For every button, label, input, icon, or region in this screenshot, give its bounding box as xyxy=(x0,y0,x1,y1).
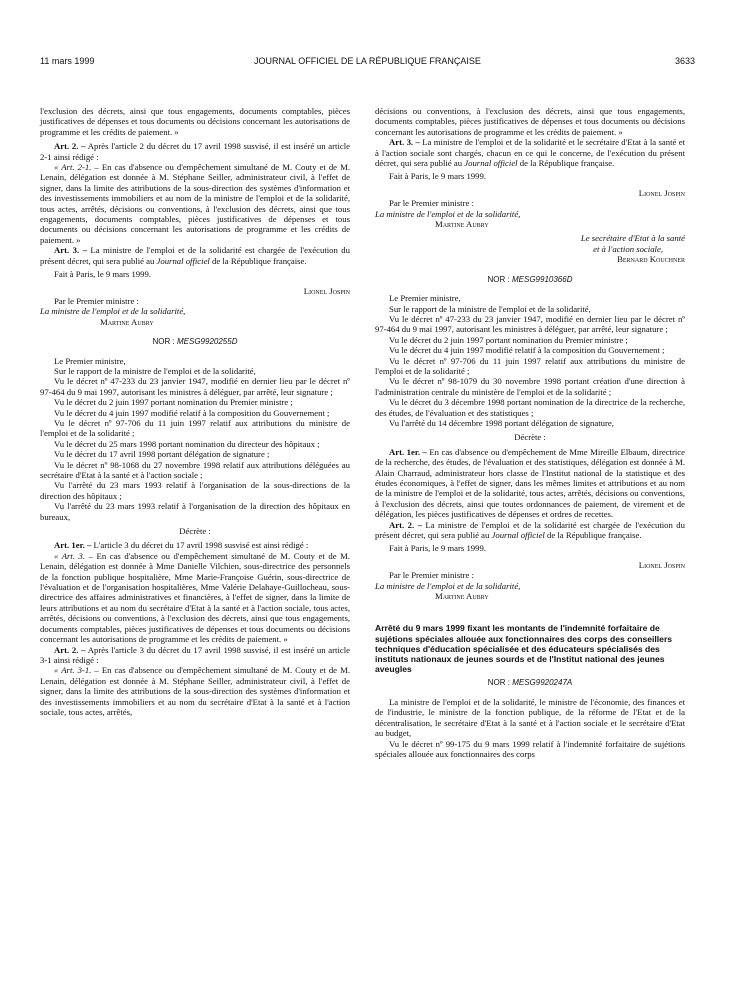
nor-reference xyxy=(375,678,685,688)
article-label: Art. 2. – xyxy=(389,519,422,530)
article-3-1 xyxy=(40,665,350,717)
page-header xyxy=(40,56,695,70)
par-premier-ministre: Par le Premier ministre : xyxy=(389,570,474,581)
article-label: Art. 2. – xyxy=(54,141,86,152)
signatory-name: Lionel Jospin xyxy=(638,187,685,198)
nor-reference xyxy=(40,337,350,347)
minister-name: Martine Aubry xyxy=(435,219,489,230)
article-3 xyxy=(375,137,685,168)
article-2 xyxy=(375,520,685,541)
article-1 xyxy=(375,447,685,520)
signatory-name: Lionel Jospin xyxy=(303,285,350,296)
visa: Vu le décret nº 98-1068 du 27 novembre 1998 relatif aux attributions déléguées au secrétaire d'Etat à la santé et à l'action sociale ; xyxy=(40,459,350,480)
article-1 xyxy=(40,540,350,550)
decrete: Décrète : xyxy=(179,526,211,537)
visa: Vu le décret du 4 juin 1997 modifié relatif à la composition du Gouvernement ; xyxy=(54,407,330,418)
visa: Vu le décret du 4 juin 1997 modifié relatif à la composition du Gouvernement ; xyxy=(389,345,665,356)
visa: Vu le décret nº 47-233 du 23 janvier 1947, modifié en dernier lieu par le décret nº 97-464 du 9 mai 1997, autorisant les ministres à déléguer, par arrêté, leur signature ; xyxy=(40,376,350,397)
signatory-name: Lionel Jospin xyxy=(638,559,685,570)
article-label: « Art. 3-1. – xyxy=(54,665,99,676)
article-text: La ministre de l'emploi et de la solidarité et le secrétaire d'Etat à la santé et à l'action sociale sont chargés, chacun en ce qui le concerne, de l'exécution du présent décret, qui sera publié au xyxy=(375,137,686,169)
article-text: En cas d'absence ou d'empêchement de Mme Mireille Elbaum, directrice de la recherche, des études, de l'évaluation et des statistiques, délégation est donnée à M. Alain Charraud, administrateur hors classe de l'Institut national de la statistique et des études économiques, à l'effet de signer, dans les mêmes limites et attributions et au nom de la ministre de l'emploi et de la solidarité, tous actes, arrêtés, décisions ou conventions, à l'exclusion des décrets, ainsi que toutes ordonnances de paiement, de virement et de délégation, les pièces justificatives de dépenses et ordres de recettes. xyxy=(375,446,685,520)
article-label: Art. 1er. – xyxy=(389,446,427,457)
visa: Vu le décret du 25 mars 1998 portant nomination du directeur des hôpitaux ; xyxy=(54,438,320,449)
article-3 xyxy=(40,245,350,266)
article-text: La ministre de l'emploi et de la solidarité est chargée de l'exécution du présent décret, qui sera publié au xyxy=(40,245,350,266)
visa: Vu le décret nº 97-706 du 11 juin 1997 relatif aux attributions du ministre de l'emploi et de la solidarité ; xyxy=(375,355,685,376)
visa: Vu le décret du 17 avril 1998 portant délégation de signature ; xyxy=(54,449,270,460)
article-2 xyxy=(40,141,350,162)
article-text: En cas d'absence ou d'empêchement simultané de M. Couty et de M. Lenain, délégation est donnée à M. Stéphane Seiller, administrateur civil, à l'effet de signer, dans la limite des attributions de la sous-direction des systèmes d'information et des investissements immobiliers et au nom du secrétaire d'Etat à la santé et à l'action sociale, tous actes, arrêtés, xyxy=(40,665,350,717)
article-text: Après l'article 3 du décret du 17 avril 1998 susvisé, il est inséré un article 3-1 ainsi rédigé : xyxy=(40,644,351,665)
visa: Vu l'arrêté du 14 décembre 1998 portant délégation de signature, xyxy=(389,417,614,428)
journal-ref: Journal officiel xyxy=(156,255,210,266)
nor-label: NOR : xyxy=(152,337,177,347)
article-label: Art. 1er. – xyxy=(54,540,92,551)
journal-ref: Journal officiel xyxy=(464,158,518,169)
fait-a-paris: Fait à Paris, le 9 mars 1999. xyxy=(389,543,486,554)
article-label: Art. 2. – xyxy=(54,644,86,655)
article-label: Art. 3. – xyxy=(54,245,87,256)
issue-date: 11 mars 1999 xyxy=(40,56,95,66)
visa: Vu le décret nº 98-1079 du 30 novembre 1998 portant création d'une direction à l'administration centrale du ministère de l'emploi et de la solidarité ; xyxy=(375,376,685,397)
minister-name: Martine Aubry xyxy=(100,316,154,327)
visa: Vu l'arrêté du 23 mars 1993 relatif à l'organisation de la sous-directions de la direction des hôpitaux ; xyxy=(40,480,350,501)
left-column xyxy=(40,106,350,717)
minister-title: La ministre de l'emploi et de la solidarité, xyxy=(375,208,521,219)
article-text: de la République française. xyxy=(209,255,307,266)
article-label: Art. 3. – xyxy=(389,137,420,148)
minister-title: La ministre de l'emploi et de la solidarité, xyxy=(40,306,186,317)
article-text: En cas d'absence ou d'empêchement simultané de M. Couty et de M. Lenain, délégation est donnée à Mme Danielle Vilchien, sous-directrice des personnels de la fonction publique hospitalière, Mme Marie-Françoise Guérin, sous-directrice de l'évaluation et de l'organisation hospitalières, Mme Valérie Delahaye-Guillocheau, sous-directrice des affaires administratives et financières, à l'effet de signer, dans la limite de leurs attributions et au nom du secrétaire d'Etat à la santé et à l'action sociale, tous actes, arrêtés, décisions ou conventions, à l'exclusion des décrets, ainsi que tous engagements, documents comptables, pièces justificatives de dépenses et tous documents ou décisions concernant les autorisations de programme et les crédits de paiement. » xyxy=(40,550,350,645)
article-text: En cas d'absence ou d'empêchement simultané de M. Couty et de M. Lenain, délégation est donnée à M. Stéphane Seiller, administrateur civil, à l'effet de signer, dans la limite des attributions de la sous-direction des systèmes d'information et des investissements immobiliers et au nom de la ministre de l'emploi et de la solidarité, tous actes, arrêtés, décisions ou conventions, à l'exclusion des décrets, ainsi que tous engagements, documents comptables, pièces justificatives de dépenses et tous documents ou décisions concernant les autorisations de programme et les crédits de paiement. » xyxy=(40,162,350,245)
nor-code: MESG9910366D xyxy=(511,274,573,284)
nor-code: MESG9920247A xyxy=(512,678,573,688)
nor-code: MESG9920255D xyxy=(176,337,238,347)
visa: Vu le décret nº 97-706 du 11 juin 1997 relatif aux attributions du ministre de l'emploi et de la solidarité ; xyxy=(40,417,350,439)
page-number: 3633 xyxy=(674,56,695,66)
fait-a-paris: Fait à Paris, le 9 mars 1999. xyxy=(389,171,486,182)
fait-a-paris: Fait à Paris, le 9 mars 1999. xyxy=(54,269,151,280)
paragraph: l'exclusion des décrets, ainsi que tous engagements, documents comptables, pièces justificatives de dépenses et tous documents ou décisions concernant les autorisations de programme et les crédits de paiement. » xyxy=(40,106,350,137)
arrete-title: Arrêté du 9 mars 1999 fixant les montants de l'indemnité forfaitaire de sujétions spéciales allouée aux fonctionnaires des corps des conseillers techniques d'éducation spécialisée et des éducateurs spécialisés des instituts nationaux de jeunes sourds et de l'Institut national des jeunes aveugles xyxy=(375,623,673,675)
visa: Sur le rapport de la ministre de l'emploi et de la solidarité, xyxy=(54,365,256,376)
article-text: Après l'article 2 du décret du 17 avril 1998 susvisé, il est inséré un article 2-1 ainsi rédigé : xyxy=(40,141,351,162)
visa: Sur le rapport de la ministre de l'emploi et de la solidarité, xyxy=(389,303,591,314)
secretary-name: Bernard Kouchner xyxy=(617,254,685,265)
secretary-title-2: et à l'action sociale, xyxy=(593,243,663,254)
visa: Vu l'arrêté du 23 mars 1993 relatif à l'organisation de la direction des hôpitaux en bureaux, xyxy=(40,501,350,522)
paragraph: La ministre de l'emploi et de la solidarité, le ministre de l'économie, des finances et de l'industrie, le ministre de la fonction publique, de la réforme de l'Etat et de la décentralisation, le secrétaire d'Etat à la santé et à l'action sociale et le secrétaire d'Etat au budget, xyxy=(375,696,685,739)
article-text: de la République française. xyxy=(517,158,615,169)
minister-title: La ministre de l'emploi et de la solidarité, xyxy=(375,580,521,591)
article-2-1 xyxy=(40,162,350,245)
minister-name: Martine Aubry xyxy=(435,591,489,602)
article-label: « Art. 3. – xyxy=(54,550,93,561)
article-3-quoted xyxy=(40,551,350,645)
paragraph: décisions ou conventions, à l'exclusion des décrets, ainsi que tous engagements, documents comptables, pièces justificatives de dépenses et tous documents ou décisions concernant les autorisations de programme et les crédits de paiement. » xyxy=(375,106,685,137)
article-text: La ministre de l'emploi et de la solidarité est chargée de l'exécution du présent décret, qui sera publié au xyxy=(375,519,685,541)
article-text: de la République française. xyxy=(544,530,642,541)
visa: Vu le décret du 2 juin 1997 portant nomination du Premier ministre ; xyxy=(54,397,293,408)
article-2 xyxy=(40,645,350,666)
par-premier-ministre: Par le Premier ministre : xyxy=(54,295,139,306)
visa: Vu le décret nº 47-233 du 23 janvier 1947, modifié en dernier lieu par le décret nº 97-464 du 9 mai 1997, autorisant les ministres à déléguer, par arrêté, leur signature ; xyxy=(375,313,685,335)
decrete: Décrète : xyxy=(514,432,546,443)
nor-reference xyxy=(375,275,685,285)
right-column xyxy=(375,106,685,759)
preamble: Le Premier ministre, xyxy=(54,355,126,366)
article-label: « Art. 2-1. – xyxy=(54,162,99,173)
secretary-title: Le secrétaire d'Etat à la santé xyxy=(580,233,685,244)
par-premier-ministre: Par le Premier ministre : xyxy=(389,198,474,209)
journal-title: JOURNAL OFFICIEL DE LA RÉPUBLIQUE FRANÇAISE xyxy=(254,56,481,66)
preamble: Le Premier ministre, xyxy=(389,293,461,304)
nor-label: NOR : xyxy=(487,678,513,688)
visa: Vu le décret du 3 décembre 1998 portant nomination de la directrice de la recherche, des études, de l'évaluation et des statistiques ; xyxy=(375,397,685,418)
article-text: L'article 3 du décret du 17 avril 1998 susvisé est ainsi rédigé : xyxy=(91,540,309,551)
visa: Vu le décret du 2 juin 1997 portant nomination du Premier ministre ; xyxy=(389,334,628,345)
nor-label: NOR : xyxy=(487,274,512,284)
visa: Vu le décret nº 99-175 du 9 mars 1999 relatif à l'indemnité forfaitaire de sujétions spéciales allouée aux fonctionnaires des corps xyxy=(375,738,685,759)
journal-ref: Journal officiel xyxy=(491,530,545,541)
